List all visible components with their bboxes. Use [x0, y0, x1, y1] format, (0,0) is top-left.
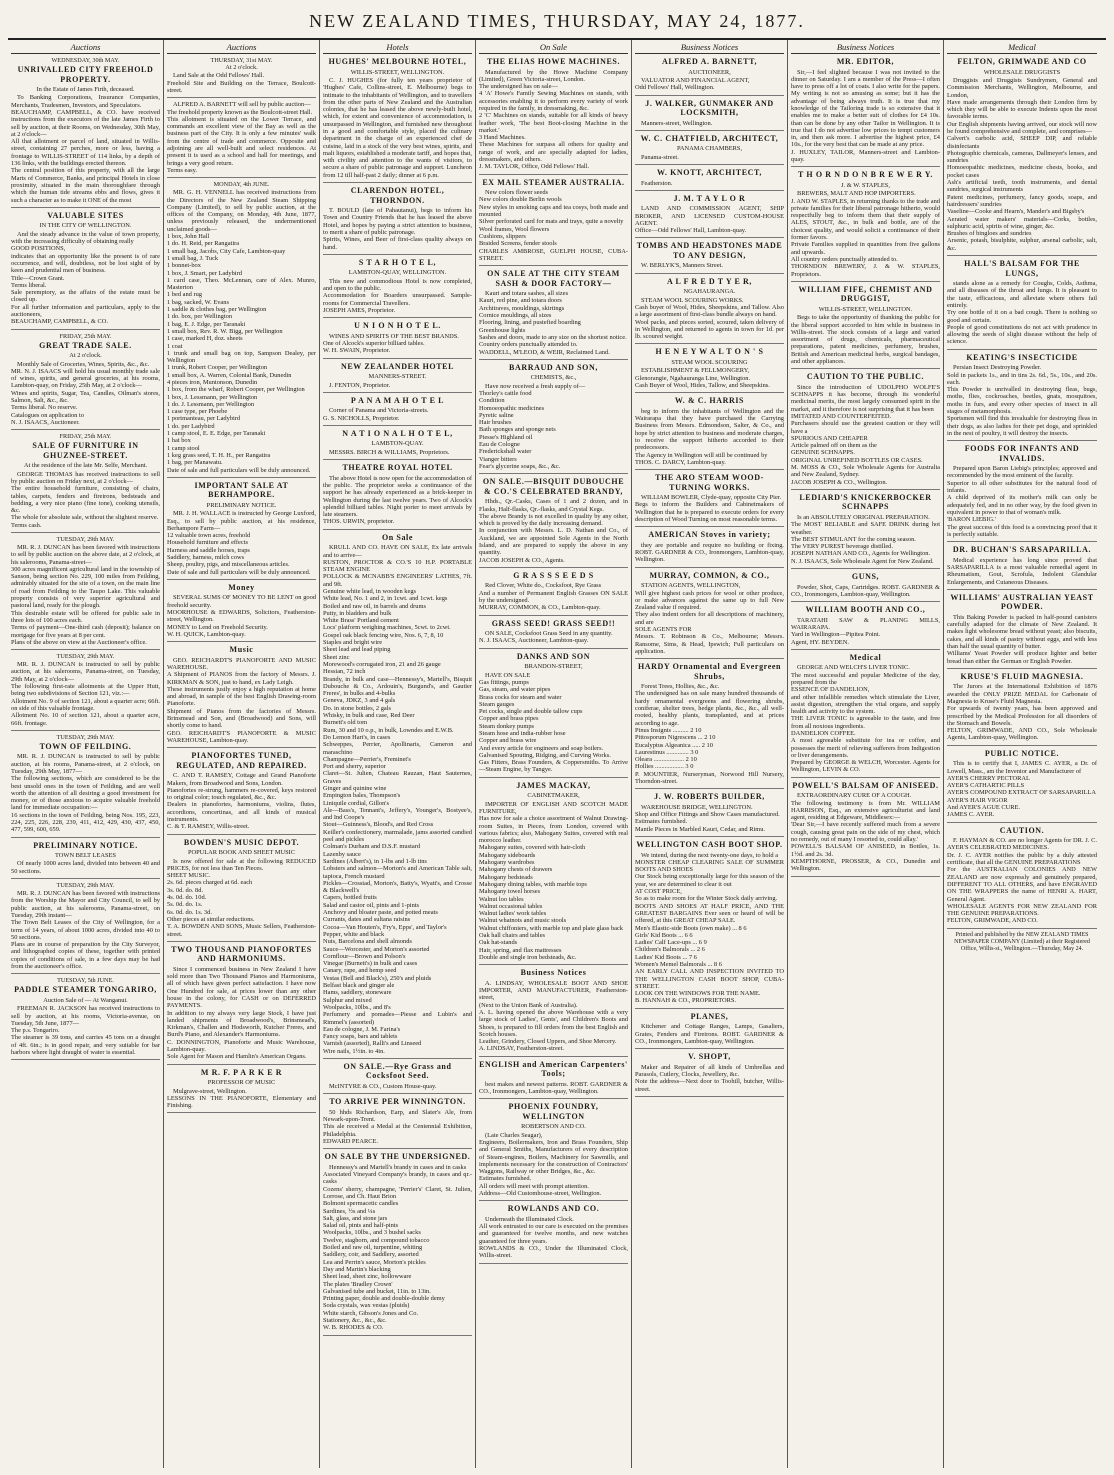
ad-subtitle: NGAHAURANGA. [683, 288, 736, 296]
ad-title: HUGHES' MELBOURNE HOTEL, [328, 57, 467, 66]
ad-body: MR. J. H. WALLACE is instructed by George Luxford, Esq., to sell by public auction, at his residence, Berhampore Farm— 12 valuable town acres, freehold Household furniture and effects Harness and saddle horses, traps Saddlery, harness, milch cows Sheep, poultry, pigs, and miscellaneous articles. Date of sale and full particulars will be duly announced. [167, 510, 316, 576]
ad-body: (Late Charles Seagar), Engineers, Boilermakers, Iron and Brass Founders, Ship and General Smiths, Manufacturers of every description of Steam-engines, Boilers, Machinery for Sawmills, and implements necessary for the construction of Contractors' Waggons, Railway or other Bridges, &c., &c. Estimates furnished. All orders will meet with prompt attention. Address—Old Customhouse-street, Wellington. [479, 1131, 628, 1198]
ad-body: GEORGE AND WELCH'S LIVER TONIC. The most successful and popular Medicine of the day, prepared from the ESSENCE OF DANDELION, and other infallible remedies which stimulate the Liver, assist digestion, strengthen the vital organs, and supply health and activity to the system. THE LIVER TONIC is agreeable to the taste, and free from all noxious ingredients. DANDELION COFFEE. A most agreeable substitute for tea or coffee, and possesses the merit of relieving sufferers from Indigestion or liver derangements. Prepared by GEORGE & WELCH, Worcester. Agents for Wellington, LEVIN & CO. [791, 664, 940, 774]
advertisement [11, 333, 160, 431]
advertisement [167, 645, 316, 748]
section-heading: Business Notices [791, 42, 940, 54]
advertisement [11, 211, 160, 330]
column-3 [320, 40, 476, 1468]
ad-title: CLARENDON HOTEL, THORNDON. [350, 186, 445, 205]
advertisement [791, 170, 940, 281]
advertisement [11, 57, 160, 208]
advertisement [635, 1052, 784, 1097]
ad-body: Since the introduction of UDOLPHO WOLFE'S SCHNAPPS it has become, through its wonderful medicinal merits, the most largely consumed spirit in the market, and it therefore is not surprising that it has been IMITATED AND COUNTERFEITED. Purchasers should use the greatest caution or they will have a SPURIOUS AND CHEAPER Article palmed off on them as the GENUINE SCHNAPPS. ORIGINAL UNREFINED BOTTLES OR CASES. M. MOSS & CO., Sole Wholesale Agents for Australia and New Zealand, Sydney. JACOB JOSEPH & CO., Wellington. [791, 383, 940, 486]
advertisement [323, 463, 472, 530]
ad-subtitle: PANAMA CHAMBERS, [676, 145, 743, 153]
ad-body: MR. R. J. DUNCAN is instructed to sell by public auction, at his salerooms, Panama-street, on Tuesday, 29th May, at 2 o'clock— The following first-rate allotments at the Upper Hutt, being two subdivisions of Section 121, viz.:— Allotment No. 9 of section 121, about a quarter acre; 66ft. on side of this valuable frontage. Allotment No. 10 of section 121, about a quarter acre, 66ft. frontage. [11, 661, 160, 727]
ad-date: TUESDAY, 29th MAY. [56, 733, 115, 741]
ad-title: ON SALE AT THE CITY STEAM SASH & DOOR FACTORY— [487, 269, 620, 288]
advertisement [479, 1204, 628, 1263]
ad-body: C. AND T. RAMSEY, Cottage and Grand Pianoforte Makers, from Broadwood and Sons, London. Pianofortes re-strung, hammers re-covered, keys restored to original color; touch regulated, &c., &c. Dealers in pianofortes, harmoniums, violins, flutes, accordions, concertinas, and all kinds of musical instruments. C. & T. RAMSEY, Willis-street. [167, 772, 316, 831]
advertisement [11, 882, 160, 974]
advertisement [323, 1062, 472, 1094]
ad-body: Medical experience has long since proved that SARSAPARILLA is a most valuable remedial agent in Rheumatism, Gout, Scrofula, Indolent Glandular Enlargements, and Cutaneous Diseases. [947, 556, 1097, 586]
ad-subtitle: WHOLESALE DRUGGISTS [983, 68, 1061, 76]
advertisement [479, 571, 628, 616]
ad-title: FELTON, GRIMWADE AND CO [957, 57, 1087, 66]
ad-body: Land Sale at the Odd Fellows' Hall. Freehold Site and Building on the Terrace, Boulcott-street. [167, 72, 316, 94]
column-5 [632, 40, 788, 1468]
ad-body: Since I commenced business in New Zealand I have sold more than Two Thousand Pianos and Harmoniums, all of which have given perfect satisfaction. I have now One Hundred for sale, at prices lower than any other house in the colony, for CASH or on DEFERRED PAYMENTS. In addition to my always very large Stock, I have just landed shipments of Broadwood's, Brinsmead's, Kirkman's, Challen and Hodsworth, Kutcher Freres, and Burd's Piano, and Alexander's Harmoniums. C. DONNINGTON, Pianoforte and Music Warehouse, Lambton-quay. Sole Agent for Mason and Hamlin's American Organs. [167, 965, 316, 1061]
ad-body: Manners-street, Wellington. [641, 119, 713, 127]
ad-title: WELLINGTON CASH BOOT SHOP. [636, 840, 783, 850]
ad-title: DR. BUCHAN'S SARSAPARILLA. [952, 545, 1092, 555]
ad-body: J. FENTON, Proprietor. [329, 381, 391, 389]
ad-title: IMPORTANT SALE AT BERHAMPORE. [194, 480, 289, 500]
advertisement [635, 99, 784, 131]
ad-date: TUESDAY, 5th JUNE. [57, 977, 114, 985]
ad-subtitle: At 2 o'clock. [69, 352, 102, 360]
ad-title: P A N A M A H O T E L [350, 395, 445, 405]
ad-title: WILLIAM BOOTH AND CO., [805, 605, 926, 615]
ad-title: MURRAY, COMMON, & CO., [649, 570, 770, 580]
column-2 [164, 40, 320, 1468]
column-7 [944, 40, 1100, 1468]
ad-body: GEORGE THOMAS has received instructions to sell by public auction on Friday next, at 2 o'clock— The entire household furniture, consisting of chairs, tables, carpets, fenders and fireirons, bedsteads and bedding, a very nice piano (fine tone), cooking utensils, &c. The whole for absolute sale, without the slightest reserve. Terms cash. [11, 470, 160, 529]
advertisement [11, 536, 160, 650]
ad-date: MONDAY, 4th JUNE. [213, 181, 270, 189]
column-6 [788, 40, 944, 1468]
ad-subtitle: PROFESSOR OF MUSIC [207, 1079, 276, 1087]
section-heading: Auctions [167, 42, 316, 54]
ad-title: BOWDEN'S MUSIC DEPOT. [183, 837, 300, 847]
ad-title: M R. F. P A R K E R [200, 1067, 283, 1077]
ad-body: And the steady advance in the value of town property, with the increasing difficulty of obtaining really GOOD POSITIONS, indicates that an opportunity like the present is of rare occurrence, and will, doubtless, not be lost sight of by keen and prudential men of business. Title—Crown Grant. Terms liberal. Sale peremptory, as the affairs of the estate must be closed up. For all further information and particulars, apply to the auctioneers, BEAUCHAMP, CAMPBELL, & CO. [11, 230, 160, 326]
ad-title: U N I O N H O T E L. [354, 321, 441, 331]
ad-title: H E N E Y W A L T O N ' S [655, 347, 764, 357]
ad-body: This new and commodious Hotel is now completed, and open to the public. Accommodation for Boarders unsurpassed. Sample-rooms for Commercial Travellers. JOSEPH AMES, Proprietor. [323, 277, 472, 314]
ad-title: DANKS AND SON [516, 651, 591, 661]
ad-title: G R A S S S E E D S [513, 570, 594, 580]
ad-subtitle: Auction Sale of — At Wanganui. [43, 996, 128, 1004]
advertisement [947, 444, 1097, 542]
column-1 [8, 40, 164, 1468]
advertisement [947, 593, 1097, 669]
ad-title: EX MAIL STEAMER AUSTRALIA. [482, 177, 625, 187]
ad-subtitle: LAMBTON-QUAY. [371, 440, 424, 448]
ad-body: Is now offered for sale at the following REDUCED PRICES, for not less than Ten Pieces. SHEET MUSIC. 2s. 6d. pieces charged at 6d. each 3s. 0d. do. 8d. 4s. 0d. do. 10d. 5s. 0d. do. 1s. 6s. 0d. do. 1s. 3d. Other pieces at similar reductions. T. A. BOWDEN AND SONS, Music Sellers, Featherston-street. [167, 857, 316, 938]
ad-title: V. SHOPT, [688, 1052, 731, 1062]
ad-body: EXTRAORDINARY CURE OF A COUGH. The following testimony is from Mr. WILLIAM HARRISON, Esq., an extensive agriculturist and land agent, residing at Edgeware, Middlesex:— 'Dear Sir,—I have recently suffered much from a severe cough, causing great pain on the side of my chest, which no remedy, out of many I resorted to, could allay.' POWELL'S BALSAM OF ANISEED, in Bottles, 1s. 1½d. and 2s. 3d. KEMPTHORNE, PROSSER, & CO., Dunedin and Wellington. [791, 792, 940, 873]
advertisement [791, 493, 940, 569]
advertisement [11, 841, 160, 880]
advertisement [479, 363, 628, 474]
advertisement [479, 619, 628, 649]
advertisement [167, 838, 316, 942]
ad-title: PHOENIX FOUNDRY, WELLINGTON [508, 1102, 599, 1121]
ad-body: MESSRS. BIRCH & WILLIAMS, Proprietors. [329, 448, 450, 456]
advertisement [635, 241, 784, 273]
advertisement [167, 945, 316, 1065]
ad-title: GRASS SEED! GRASS SEED!! [491, 618, 616, 628]
section-heading: Hotels [323, 42, 472, 54]
advertisement [479, 57, 628, 175]
advertisement [323, 321, 472, 358]
ad-title: WILLIAMS' AUSTRALIAN YEAST POWDER. [950, 592, 1094, 612]
ad-body: 50 hhds Richardson, Earp, and Slater's Ale, from Newark-upon-Trent. This ale received a Medal at the Centennial Exhibition, Philadelphia. EDWARD PEARCE. [323, 1108, 472, 1145]
ad-title: ENGLISH and American Carpenters' Tools; [479, 1059, 628, 1079]
advertisement [167, 1068, 316, 1114]
advertisement [947, 672, 1097, 746]
advertisement [947, 57, 1097, 256]
ad-body: Is an ABSOLUTELY ORIGINAL PREPARATION. The MOST RELIABLE and SAFE DRINK during hot weather. The BEST STIMULANT for the coming season. The VERY PUREST beverage distilled. JOSEPH NATHAN AND CO., Agents for Wellington. N. J. ISAACS, Sole Wholesale Agent for New Zealand. [791, 513, 940, 565]
advertisement [167, 481, 316, 580]
ad-title: N A T I O N A L H O T E L, [342, 428, 453, 438]
ad-title: PUBLIC NOTICE. [984, 748, 1060, 758]
advertisement [11, 433, 160, 533]
ad-body: best makes and newest patterns. ROBT. GARDNER & CO., Ironmongers, Lambton-quay, Wellington. [479, 1080, 628, 1095]
section-heading: Business Notices [635, 42, 784, 54]
ad-title: ROWLANDS AND CO. [507, 1204, 600, 1214]
ad-title: Music [229, 645, 254, 655]
ad-body: beg to inform the inhabitants of Wellington and the Wairarapa that they have purchased the Carrying Business from Messrs. Edmondson, Salter, & Co., and hope by strict attention to business and moderate charges, to receive the support hitherto accorded to their predecessors. The Agency in Wellington will still be continued by THOS. C. DARCY, Lambton-quay. [635, 407, 784, 466]
advertisement [323, 186, 472, 255]
ad-title: T H O R N D O N B R E W E R Y. [798, 170, 933, 180]
ad-title: THEATRE ROYAL HOTEL [342, 463, 453, 473]
ad-body: This Baking Powder is packed in half-pound canisters carefully adapted for the climate of New Zealand. It makes light wholesome bread without yeast; also biscuits, cakes, and all kinds of pastry without eggs, and with less than half the usual quantity of butter. Williams' Yeast Powder will produce lighter and better bread than either the German or English Powder. [947, 613, 1097, 665]
ad-body: Kauri and totara sashes, all sizes Kauri, red pine, and totara doors Architraves, mouldings, skirtings Cornice mouldings, all sizes Flooring, lining, and pustefied boarding Greenhouse lights Sashes and doors, made to any size on the shortest notice. Country orders punctually attended to. WADDELL, M'LEOD, & WEIR, Reclaimed Land. [479, 290, 627, 356]
ad-title: PRELIMINARY NOTICE. [33, 840, 138, 850]
ad-body: STATION AGENTS, WELLINGTON, Will give highest cash prices for wool or other produce, or make advances against the same up to full New Zealand value if required. They also indent orders for all descriptions of machinery, and are SOLE AGENTS FOR Messrs. T. Robinson & Co., Melbourne; Messrs. Ransome, Sims, & Head, Ipswich; Full particulars on application. [635, 582, 784, 655]
ad-title: KEATING'S INSECTICIDE [966, 352, 1078, 362]
ad-body: This is to certify that I, JAMES C. AYER, a Dr. of Lowell, Mass., am the Inventor and Manufacturer of AYER'S CHERRY PECTORAL AYER'S CATHARTIC PILLS AYER'S COMPOUND EXTRACT OF SARSAPARILLA AYER'S HAIR VIGOR And AYER'S AGUE CURE. JAMES C. AYER. [947, 760, 1097, 819]
ad-body: Underneath the Illuminated Clock. All work entrusted to our care is executed on the premises and guaranteed for twelve months, and new watches guaranteed for three years. ROWLANDS & CO., Under the Illuminated Clock, Willis-street. [479, 1215, 628, 1260]
ad-body: SEVERAL SUMS OF MONEY TO BE LENT on good freehold security. MOORHOUSE & EDWARDS, Solicitors, Featherston-street, Wellington. MONEY to Lend on Freehold Security. W. H. QUICK, Lambton-quay. [167, 594, 316, 638]
advertisement [947, 749, 1097, 823]
ad-body: W. BERLYK'S, Manners Street. [641, 262, 723, 270]
ad-body: McINTYRE & CO., Custom House-quay. [329, 1082, 437, 1090]
ad-body: Corner of Panama and Victoria-streets. G. S. NICHOLLS, Proprietor. [323, 407, 429, 422]
ad-title: TOWN OF FEILDING. [39, 741, 132, 751]
advertisement [11, 653, 160, 731]
advertisement [947, 545, 1097, 590]
ad-title: HARDY Ornamental and Evergreen Shrubs, [637, 662, 782, 681]
ad-body: Mulgrave-street, Wellington. LESSONS IN THE PIANOFORTE, Elementary and Finishing. [167, 1087, 316, 1110]
ad-title: Medical [849, 652, 882, 662]
advertisement [167, 101, 316, 178]
ad-body: Manufactured by the Howe Machine Company (Limited), Green Victoria-street, London. The undersigned has on sale— 4 'A' Howe's Family Sewing Machines on stands, with accessories enabling it to perform every variety of work required in the family, in dressmaking, &c. 2 'C' Machines on stands, suitable for all kinds of heavy leather work, 'The best Boot-closing Machine in the market.' 3 Hand Machines. These Machines for surpass all others for quality and range of work, and are specially adapted for ladies, dressmakers, and others. J. M. TAYLOR, Office, Odd Fellows' Hall. [479, 68, 628, 171]
ad-title: TOMBS AND HEADSTONES MADE TO ANY DESIGN, [636, 241, 783, 260]
advertisement [479, 968, 628, 1056]
advertisement [791, 372, 940, 490]
ad-title: W. C. CHATFIELD, ARCHITECT, [640, 133, 779, 143]
ad-subtitle: POPULAR BOOK AND SHEET MUSIC [187, 849, 296, 857]
ad-title: S T A R H O T E L, [358, 257, 437, 267]
advertisement [635, 530, 784, 567]
ad-title: J. WALKER, GUNMAKER AND LOCKSMITH, [645, 98, 774, 117]
ad-body: Begs to take the opportunity of thanking the public for the liberal support accorded to him while in business in Willis-street. The stock consists of a large and varied assortment of drugs, chemicals, pharmaceutical preparations, patent medicines, perfumery, brushes, British and American medicinal herbs, surgical bandages, and other appliances. [791, 314, 940, 366]
ad-body: Hennessy's and Martell's brandy in cases and in casks Associated Vineyard Company's brandy, in cases and qr.-casks Cozens' sherry, champagne, 'Perrier's' Claret, St. Julien, Lorrose, and Ch. Haut Brion Bolmont spermacetic candles Sardines, ½s and ¼s Salt, glass, and stone jars Salad oil, pints and half-pints Woolpacks, 10lbs., and 3 bushel sacks Twelve, staghorn, and compound tobacco Boiled and raw oil, turpentine, whiting Saddlery, coir, and Saddlery, assorted Lea and Perrin's sauce, Morton's pickles Day and Martin's blacking Sheet lead, sheet zinc, hollowware The plates 'Bradley Crown' Galvanised tube and bucket, 11in. to 13in. Printing paper, double and double-double demy Soda crystals, wax vestas (pluids) White starch, Gibson's Jones and Co. Stationery, &c., &c., &c. W. B. RHODES & CO. [323, 1163, 472, 1332]
advertisement [947, 259, 1097, 350]
advertisement [635, 347, 784, 393]
advertisement [479, 178, 628, 266]
advertisement [791, 57, 940, 167]
ad-body: To Banking Corporations, Insurance Companies, Merchants, Tradesmen, Investors, and Speculators. BEAUCHAMP, CAMPBELL, & CO. have received instructions from the executors of the late James Firth to sell by auction, at their Rooms, on Wednesday, 30th May, at 2 o'clock— All that allotment or parcel of land, situated in Willis-street, containing 27 perches, more or less, having a frontage to WILLIS-STREET of 114 links, by a depth of 136 links, with the buildings erected thereon. The central position of this property, with all the large Marts of Commerce, Banks, and principal Hotels in close proximity, situated in the main thoroughfare through which the human tide streams ebbs and flows, gives it such a character as to make it ONE of the most [11, 94, 160, 204]
ad-subtitle: WILLIS-STREET, WELLINGTON. [350, 68, 445, 76]
ad-body: WINES AND SPIRITS OF THE BEST BRANDS. One of Alcock's superior billiard tables. W. H. SWAIN, Proprietor. [323, 332, 459, 355]
ad-title: FOODS FOR INFANTS AND INVALIDS. [964, 444, 1080, 463]
advertisement [479, 1102, 628, 1201]
ad-title: CAUTION. [999, 825, 1045, 835]
advertisement [635, 473, 784, 527]
ad-subtitle: STEAM WOOL SCOURING [671, 358, 748, 366]
ad-title: UNRIVALLED CITY FREEHOLD PROPERTY. [17, 65, 154, 84]
advertisement [635, 134, 784, 165]
ad-title: JAMES MACKAY, [516, 780, 591, 790]
ad-title: J. M. T A Y L O R [673, 193, 746, 203]
ad-body: MR. R. J. DUNCAN has been favored with instructions from the Worship the Mayor and City Council, to sell by public auction, at his salerooms, Panama-street, on Tuesday, 29th instant— The Town Belt Leases of the City of Wellington, for a term of 14 years, of about 1000 acres, divided into 40 to 50 sections. Plans are in course of preparation by the City Surveyor, and lithographed copies of these, together with printed copies of conditions of sale, in a few days may be had from the auctioneer's office. [11, 890, 160, 971]
advertisement [635, 277, 784, 345]
ad-body: Prepared upon Baron Liebig's principles; approved and recommended by the most eminent of the faculty. Superior to all other substitutes for the natural food of infants. A child deprived of its mother's milk can only be adequately fed, and in no other way, by the food given in equivalent in power to that of woman's milk. 'BARON LIEBIG.' The great success of this food is a convincing proof that it is perfectly suitable. [947, 465, 1097, 538]
ad-body: F. HAYMAN & CO. are no longer Agents for DR. J. C. AYER'S CELEBRATED MEDICINES. Dr. J. C. AYER notifies the public by a duly attested certificate, that all the GENUINE PREPARATIONS For the AUSTRALIAN COLONIES AND NEW ZEALAND are now expressly and genuinely prepared, DIFFERENT TO ALL OTHERS, and have ENGRAVED ON THE WRAPPERS the name of HENRI A. HART, General Agent. WHOLESALE AGENTS FOR NEW ZEALAND FOR THE GENUINE PREPARATIONS. FELTON, GRIMWADE, AND CO. [947, 837, 1097, 925]
ad-subtitle: J. & W. STAPLES, [841, 181, 890, 189]
ad-title: CAUTION TO THE PUBLIC. [806, 372, 925, 382]
ad-title: NEW ZEALANDER HOTEL [340, 361, 455, 371]
ad-body: TARATAHI SAW & PLANING MILLS, WAIRARAPA. Yard in Wellington—Pipitea Point. Agent, HY. BEYDEN. [791, 616, 940, 646]
ad-body: Monthly Sale of Groceries, Wines, Spirits, &c., &c. MR. N. J. ISAACS will hold his usual monthly trade sale of wines, spirits, and general groceries, at his rooms, Lambton-quay, on Friday, 25th May, at 2 o'clock— Wines and spirits, Sugar, Tea, Candles, Oilman's stores, Salmon, Salt, &c., &c. Terms liberal. No reserve. Catalogues on application to N. J. ISAACS, Auctioneer. [11, 360, 160, 426]
columns [8, 40, 1106, 1468]
advertisement [323, 1097, 472, 1149]
advertisement [947, 353, 1097, 441]
ad-body: STEAM WOOL SCOURING WORKS. Cash buyer of Wool, Hides, Sheepskins, and Tallow. Also a large assortment of first-class bundle always on hand. Wool packs, and pieces sorted, scoured, taken delivery of in Wellington, and returned to agents in town for 1d. per lb. scoured weight. [635, 296, 784, 341]
ad-body: T. BOULD (late of Pahautanui), begs to inform his Town and Country Friends that he has leased the above Hotel, and hopes by paying a strict attention to business, to merit a share of public patronage. Spirits, Wines, and Beer of first-class quality always on hand. [323, 207, 472, 251]
ad-subtitle: MANNERS-STREET. [368, 373, 427, 381]
section-heading: Medical [947, 42, 1097, 54]
ad-subtitle: ROBERTSON AND CO. [521, 1123, 586, 1131]
advertisement [791, 653, 940, 778]
ad-subtitle: PRELIMINARY NOTICE. [206, 501, 277, 509]
ad-title: W. KNOTT, ARCHITECT, [657, 168, 762, 177]
ad-date: TUESDAY, 29th MAY. [56, 882, 115, 890]
imprint-footer: Printed and published by the NEW ZEALAND TIMES NEWSPAPER COMPANY (Limited) at their Registered Office, Willis-st., Wellington.—Thursday, May 24. [954, 931, 1090, 952]
ad-title: SALE OF FURNITURE IN GHUZNEE-STREET. [32, 441, 139, 460]
section-heading: On Sale [479, 42, 628, 54]
ad-body: Featherston. [641, 179, 673, 187]
ad-body: New colors flower seeds New colors double Berlin wools New styles in smoking caps and tea cosys, both made and mounted Silver perforated card for mats and trays, quite a novelty Wool frames, Wool flowers Cushions, slippers Braided Screens, fender stools CHARLES AMBROSE, GUELPH HOUSE, CUBA-STREET. [479, 189, 628, 262]
advertisement [323, 258, 472, 318]
advertisement [167, 181, 316, 478]
ad-title: TWO THOUSAND PIANOFORTES AND HARMONIUMS. [171, 944, 312, 964]
ad-title: KRUSE'S FLUID MAGNESIA. [960, 671, 1084, 681]
ad-body: MR. R. J. DUNCAN is instructed to sell by public auction, at his rooms, Panama-street, at 2 o'clock, on Tuesday, 29th May, 1877— The following sections, which are considered to be the best unsold ones in the town of Feilding, and are well worth the attention of all desiring a good investment for money, or of those anxious to acquire valuable freehold land for immediate occupation:— 16 sections in the town of Feilding, being Nos. 195, 223, 224, 225, 226, 228, 239, 411, 412, 429, 430, 437, 450, 477, 599, 600, 659. [11, 753, 160, 834]
ad-subtitle: TOWN BELT LEASES [55, 852, 116, 860]
ad-title: PIANOFORTES TUNED, REGULATED, AND REPAIRED. [176, 751, 307, 770]
ad-body: stands alone as a remedy for Coughs, Colds, Asthma, and all diseases of the throat and lungs. It is pleasant to the taste, efficacious, and alleviate where others fail entirely. Try one bottle of it on a bad cough. There is nothing so good and certain. People of good constitutions do not act with prudence in allowing the seeds of slight disease without the help of science. [947, 280, 1097, 346]
ad-body: MR. R. J. DUNCAN has been favored with instructions to sell by public auction on the above date, at 2 o'clock, at his salerooms, Panama-street— 300 acres magnificent agricultural land in the township of Sanson, being section No. 229, 100 miles from Feilding, admirably situated for the site of a town, on the main line of road from Feilding to the Taupo Lake. This valuable property consists of very superior agricultural and pastoral land, ready for the plough. This desirable estate will be offered for public sale in three lots of 100 acres each. Terms of payment—One-third cash (deposit); balance on mortgage for five years at 8 per cent. Plans of the above on view at the Auctioneer's office. [11, 543, 160, 646]
advertisement [479, 477, 628, 568]
ad-body: We intend, during the next twenty-one days, to hold a MONSTER CHEAP CLEARING SALE OF SUMMER BOOTS AND SHOES Our Stock being exceptionally large for this season of the year, we are determined to clear it out AT COST PRICE, So as to make room for the Winter Stock daily arriving. BOOTS AND SHOES AT HALF PRICE, AND THE GREATEST BARGAINS Ever seen or heard of will be offered, at this GREAT CHEAP SALE. Men's Elastic-side Boots (own make) ... 8 6 Girls' Kid Boots ... 6 6 Ladies' Calf Lace-ups ... 6 9 Children's Balmorals ... 2 6 Ladies' Kid Boots ... 7 6 Women's Memel Balmorals ... 8 6 AN EARLY CALL AND INSPECTION INVITED TO THE WELLINGTON CASH BOOT SHOP, CUBA-STREET. LOOK ON THE WINDOWS FOR THE NAME. B. HANNAH & CO., PROPRIETORS. [635, 851, 784, 1005]
ad-body: Sir,—I feel slighted because I was not invited to the dinner on Saturday. I am a member of the Press—I often have to press off a lot of coats. I also write for the papers. My writing is not so amusing as some; but it has the advantage of being always truth. It is true that my knowledge of the Tailoring trade is so extensive that it enables me to make a better suit of clothes for £4 10s. than can be done by any other Tailor in Wellington. It is true that I do not advertise low prices to tempt customers in, and then ask more. I advertise the highest price, £4 10s., for the very best that can be made at any price. J. HUXLEY, TAILOR, Manners-street and Lambton-quay. [791, 68, 940, 164]
ad-body: Kitchener and Cottage Ranges, Lamps, Gasaliers, Grates, Fenders and Fireirons. ROBT. GARDNER & CO., Ironmongers, Lambton-quay, Wellington. [635, 1023, 784, 1045]
advertisement [11, 977, 160, 1060]
advertisement [635, 168, 784, 191]
advertisement [323, 57, 472, 183]
ad-title: Business Notices [520, 968, 587, 978]
ad-title: MR. EDITOR, [836, 57, 895, 66]
advertisement [167, 57, 316, 98]
ad-title: ALFRED A. BARNETT, [661, 57, 758, 66]
ad-title: VALUABLE SITES [47, 210, 124, 220]
advertisement [635, 1012, 784, 1049]
ad-body: IMPORTER OF ENGLISH AND SCOTCH MADE FURNITURE, Has now for sale a choice assortment of Walnut Drawing-room Suites, in Pieces, from London, covered with various fabrics; also, Mahogany Suites, covered with real morocco leather. Mahogany suites, covered with hair-cloth Mahogany sideboards Mahogany wardrobes Mahogany chests of drawers Mahogany bedsteads Mahogany dining tables, with marble tops Mahogany towel horses Walnut loo tables Walnut occasional tables Walnut ladies' work tables Walnut whatnots and music stools Walnut chiffoniers, with marble top and plate glass back Oak hall chairs and tables Oak hat-stands Hair, spring, and flax mattresses Double and single iron bedsteads, &c. [479, 800, 628, 961]
advertisement [791, 572, 940, 602]
ad-body: Hhds., Qr.-Casks, Cases of 1 and 2 dozen, and in Flasks, Half-flasks, Qr.-flasks, and Crystal Kegs. The above Brandy is not excelled in quality by any other, which is proved by the daily increasing demand. In conjunction with Messrs. L. D. Nathan and Co., of Auckland, we are appointed Sole Agents in the North Island, and are prepared to supply the above in any quantity. JACOB JOSEPH & CO., Agents. [479, 498, 628, 564]
advertisement [323, 429, 472, 460]
ad-title: HALL'S BALSAM FOR THE LUNGS, [964, 259, 1080, 278]
ad-body: Of nearly 1000 acres land, divided into between 40 and 50 sections. [11, 860, 160, 875]
ad-subtitle: WILLIS-STREET, WELLINGTON. [818, 305, 913, 313]
ad-body: C. J. HUGHES (for fully ten years proprietor of 'Hughes' Cafe, Collins-street, E. Melbourne) begs to intimate to the inhabitants of Wellington, and to travellers from the other parts of New Zealand and the Australian colonies, that he has leased the above newly-built hotel, which, for extent and convenience of accommodation, is unsurpassed in Wellington, and furnished new throughout in a good and comfortable style, placed the culinary department in the charge of an experienced chef de cuisine, laid in a stock of the very best wines, spirits, and malt liquors, established a moderate tariff, and hopes that, with civility and attention to the wants of visitors, to secure a share of public patronage and support. Luncheon from 12 till half-past 2 daily; dinner at 6 p.m. [323, 76, 472, 179]
ad-subtitle: LAMBTON-QUAY, WELLINGTON. [348, 269, 447, 277]
advertisement [479, 269, 628, 360]
advertisement [635, 662, 784, 789]
ad-body: WAREHOUSE BRIDGE, WELLINGTON. Shop and Office Fittings and Show Cases manufactured. Estimates furnished. Mantle Pieces in Marbled Kauri, Cedar, and Rimu. [635, 803, 780, 833]
ad-body: LAND AND COMMISSION AGENT, SHIP BROKER, AND LICENSED CUSTOM-HOUSE AGENT. Office—Odd Fellows' Hall, Lambton-quay. [635, 205, 784, 235]
ad-title: PLANES, [690, 1011, 729, 1021]
ad-date: TUESDAY, 29th MAY. [56, 535, 115, 543]
ad-subtitle: BRANDON-STREET, [524, 663, 583, 671]
ad-title: ON SALE BY THE UNDERSIGNED. [324, 1152, 471, 1162]
ad-title: THE ARO STEAM WOOD-TURNING WORKS. [655, 473, 764, 492]
ad-body: KRULL AND CO. HAVE ON SALE, Ex late arrivals and to arrive— RUSTON, PROCTOR & CO.'S 10 H.P. PORTABLE STEAM ENGINE POLLOCK & MCNABB'S ENGINEERS' LATHES, 7ft. and 9ft. Genuine white lead, in wooden kegs White lead, No. 1 and 2, in 1cwt. and 1cwt. kegs Boiled and raw oil, in barrels and drums Putty, in bladders and bulk White Brass' Portland cement Locs' platform weighing machines, 5cwt. to 2cwt. Gospel oak black fencing wire, Nos. 6, 7, 8, 10 Staples and bright wire Sheet lead and lead piping Sheet zinc Morewood's corrugated iron, 21 and 26 gauge Hessian, 72 inch Brandy, in bulk and case—Hennessy's, Martell's, Bisquit Dubouche & Co., Ardouin's, Burgund's, and Gautier Freres', in bulks and 4-bulks Geneva, JDKZ, 3 and 4 gals Do. in stone bottles, 2 gals Whisky, in bulk and case, Red Deer Burnett's old tom Rum, 30 and 10 o.p., in bulk, Lowndes and E.W.B. Do Lemon Hart's, in cases Schweppes, Perrier, Apollinaris, Cameron and maraschino Champagne—Perrier's, Freminet's Port and sherry, superior Claret—St. Julien, Chateau Rauzan, Haut Sauternes, Graves Ginger and quinine wine Empington bales, Thompson's Liniquile cordial, Gillon's Ale—Bass's, Tennant's, Jeffery's, Younger's, Bostyee's, and Ind Coope's Stout—Guinness's, Blood's, and Red Cross Keiller's confectionery, marmalade, jams assorted candied peel and pickles Colman's Durham and D.S.F. mustard Lazenby sauce Sardines (Albert's), in 1-lbs and 1-lb tins Lobsters and salmon—Morton's and American Table salt, tapioca, French mustard Pickles—Crosstad, Morton's, Batty's, Wyatt's, and Crosse & Blackwell's Capers, bottled fruits Salad and castor oil, pints and 1-pints Anchovy and bloater paste, and potted meats Currants, dates and sultana raisins Cocoa—Van Houten's, Fry's, Epps', and Taylor's Pepper, white and black Nuts, Barcelona and shell almonds Sauce—Worcester, and Morton's assorted Cornflour—Brown and Polson's Vinegar (Burnett's) in bulk and cases Canary, rape, and hemp seed Vestas (Bell and Black's), 250's and pluids Belfast black and ginger ale Hams, saddlery, stoneware Sulphur and mixed Woolpacks, 10lbs., and 8's Perfumery and pomades—Piesse and Lubin's and Rimmel's (assorted) Eau de cologne, J. M. Farina's Fancy soaps, bars and tablets Varnish (assorted), Ralli's and Linseed Wire nails, 1½in. to 4in. [323, 544, 472, 1055]
ad-date: THURSDAY, 31st MAY. [210, 57, 273, 64]
ad-title: THE ELIAS HOWE MACHINES. [486, 57, 621, 66]
advertisement [791, 781, 940, 877]
advertisement [635, 792, 784, 837]
ad-body: Druggists and Druggists Sundrymen, General and Commission Merchants, Wellington, Melbourne, and London, Have made arrangements through their London firm by which they will be able to execute Indents upon the most favorable terms. Our English shipments having arrived, our stock will now be found comprehensive and complete, and comprises— Calvert's carbolic acid, SHEEP DIP, and reliable disinfectants Photographic chemicals, cameras, Dallmeyer's lenses, and sundries Homoeopathic medicines, medicine chests, books, and pocket cases Ash's artificial teeth, tooth instruments, and dental sundries, surgical instruments Patent medicines, perfumery, fancy goods, soaps, and hairdressers' sundries Vaseline—Cooke and Hearn's, Mander's and Bigsby's Aerated water makers' materials—Corks, bottles, sulphuric acid, spirits of wine, ginger, &c. Brushes of bingloes and sundries Arsenic, potash, bisulphite, sulphur, arsenal carbolic, salt, &c. [947, 76, 1097, 252]
ad-date: FRIDAY, 25th MAY. [59, 332, 112, 340]
ad-subtitle: IN THE CITY OF WELLINGTON. [39, 222, 132, 230]
ad-body: Maker and Repairer of all kinds of Umbrellas and Parasols, Cutlery, Clocks, Jewellery, &c. Note the address—Next door to Toohill, butcher, Willis-street. [635, 1063, 784, 1093]
ad-body: they are portable and require no building or fixing. ROBT. GARDNER & CO., Ironmongers, Lambton-quay, Wellington. [635, 541, 784, 564]
ad-body: ALFRED A. BARNETT will sell by public auction— The freehold property known as the Boulcott-street Hall. This allotment is situated on the Lower Terrace, and commands an excellent view of the Bay as well as the business part of the City. It is only a few minutes' walk from the centre of trade and commerce. Opposite and adjoining are all well-built and select residences. At present it is used as a school and hall for meetings, and brings a very good return. Terms easy. [167, 101, 316, 174]
advertisement [323, 1152, 472, 1335]
ad-subtitle: At the residence of the late Mr. Selfe, Merchant. [23, 462, 148, 470]
ad-title: POWELL'S BALSAM OF ANISEED. [792, 780, 939, 790]
ad-title: W. & C. HARRIS [674, 396, 745, 406]
ad-title: TO ARRIVE PER WINNINGTON. [329, 1097, 466, 1107]
ad-title: Money [228, 582, 255, 592]
ad-body: Forest Trees, Hollies, &c., &c. The undersigned has on sale many hundred thousands of hardy ornamental evergreens and flowering shrubs, coniferae, shelter trees, hedge plants, &c., &c., all well-rooted, healthy plants, transplanted, and at prices according to age. Pinus Insignis .......... 2 10 Pittosporum Nigrescens ... 2 10 Eucalyptus Algeanica ..... 2 10 Laurestinus .............. 3 0 Oleara ................... 2 10 Hollies .................. 3 0 P. MOUNTIER, Nurseryman, Norwood Hill Nursery, Thorndon-street. [635, 683, 784, 786]
advertisement [11, 734, 160, 838]
ad-subtitle: In the Estate of James Firth, deceased. [36, 86, 135, 93]
ad-date: WEDNESDAY, 30th MAY. [51, 57, 120, 64]
ad-body: WILLIAM BOWLER, Clyde-quay, opposite City Pier. Begs to inform the Builders and Cabinetmakers of Wellington that he is prepared to execute orders for every description of Wood Turning on most reasonable terms. [635, 494, 784, 524]
ad-body: GEO. REICHARDT'S PIANOFORTE AND MUSIC WAREHOUSE. A Shipment of PIANOS from the factory of Messrs. J. KIRKMAN & SON, just to hand, ex Lady Leigh. These instruments justly enjoy a high reputation at home and abroad, in sample of the best English Drawing-room Pianoforte. Shipment of Pianos from the factories of Messrs. Brinsmead and Son, and (Broadwood) and Sons, will shortly come to hand. GEO. REICHARDT'S PIANOFORTE & MUSIC WAREHOUSE, Lambton-quay. [167, 656, 316, 744]
ad-body: A. LINDSAY, WHOLESALE BOOT AND SHOE IMPORTER, AND MANUFACTURER, Featherston-street, (Next to the Union Bank of Australia). A. L. having opened the above Warehouse with a very large stock of Ladies', Gents', and Children's Boots and Shoes, is prepared to fill orders from the best English and Scotch houses. Leather, Grindery, Closed Uppers, and Shoe Mercery. A. LINDSAY, Featherston-street. [479, 979, 628, 1053]
advertisement [479, 1060, 628, 1100]
ad-title: AMERICAN Stoves in variety; [648, 530, 771, 540]
ad-body: Powder, Shot, Caps, Cartridges. ROBT. GARDNER & CO., Ironmongers, Lambton-quay, Wellington. [791, 583, 940, 598]
advertisement [635, 194, 784, 239]
advertisement [791, 285, 940, 369]
advertisement [167, 583, 316, 642]
advertisement [323, 362, 472, 393]
ad-body: Persian Insect Destroying Powder. Sold in packets 1s., and in tins 2s. 6d., 5s., 10s., and 20s. each. This Powder is unrivalled in destroying fleas, bugs, moths, flies, cockroaches, beetles, gnats, mosquitoes, moths in furs, and every other species of insect in all stages of metamorphosis. Sportsmen will find this invaluable for destroying fleas in their dogs, as also ladies for their pet dogs, and sprinkled in the nest of poultry, it will destroy the insects. [947, 364, 1097, 437]
advertisement [791, 605, 940, 650]
ad-title: WILLIAM FIFE, CHEMIST AND DRUGGIST, [798, 284, 933, 304]
ad-date: TUESDAY, 29th MAY. [56, 653, 115, 661]
ad-title: GREAT TRADE SALE. [39, 340, 132, 350]
masthead: NEW ZEALAND TIMES, THURSDAY, MAY 24, 1877. [8, 6, 1106, 40]
advertisement [635, 396, 784, 470]
ad-body: ON SALE, Cocksfoot Grass Seed in any quantity. N. J. ISAACS, Auctioneer, Lambton-quay. [479, 630, 613, 645]
advertisement [323, 533, 472, 1059]
ad-body: VALUATOR AND FINANCIAL AGENT, Odd Fellows' Hall, Wellington. [635, 76, 750, 92]
ad-title: LEDIARD'S KNICKERBOCKER SCHNAPPS [799, 492, 932, 512]
ad-subtitle: AUCTIONEER, [688, 68, 731, 76]
ad-subtitle: CABINETMAKER, [527, 792, 580, 800]
section-heading: Auctions [11, 42, 160, 54]
advertisement [479, 652, 628, 778]
ad-title: On Sale [381, 532, 414, 542]
ad-title: GUNS, [851, 572, 880, 582]
advertisement [947, 826, 1097, 929]
ad-body: The above Hotel is now open for the accommodation of the public. The proprietor seeks a continuance of the support he has already experienced as a brick-keeper in Wellington during the last twelve years. Two of Alcock's splendid billiard tables. Night porter to meet arrivals by late steamers. THOS. URWIN, proprietor. [323, 474, 472, 526]
ad-body: BREWERS, MALT AND HOP IMPORTERS. J. AND W. STAPLES, in returning thanks to the trade and private families for their liberal patronage hitherto, would respectfully beg to inform them that their supply of ALES, STOUT, &c., in bulk and bottle, are of the choicest quality, and would solicit a continuance of their former favors. Private Families supplied in quantities from five gallons and upwards. All country orders punctually attended to. THORNDON BREWERY, J. & W. STAPLES, Proprietors. [791, 190, 940, 278]
ad-title: J. W. ROBERTS BUILDER, [654, 792, 765, 802]
ad-body: Have now received a fresh supply of— Thorley's cattle food Condition Homoeopathic medicines Pyretic saline Hair brushes Bath sponges and sponge nets Piesse's Highland oil Eau de Cologne Frederickshall water Vianger bitters Fear's glycerine soaps, &c., &c. [479, 382, 586, 470]
ad-title: BARRAUD AND SON, [509, 362, 598, 372]
advertisement [479, 781, 628, 965]
ad-subtitle: CHEMISTS, &c., [530, 374, 577, 382]
advertisement [635, 57, 784, 96]
advertisement [635, 571, 784, 659]
ad-subtitle: At 2 o'clock. [225, 64, 258, 71]
ad-body: HAVE ON SALE Gas fittings, pumps Gas, steam, and water pipes Brass cocks for steam and water Steam gauges Pet cocks, single and double tallow cups Copper and brass pipes Steam donkey pumps Steam hose and india-rubber hose Copper and brass wire And every article for engineers and soap boilers. Galvanised Spouting, Ridging, and Curving Works. Gas Fitters, Brass Founders, & Coppersmiths. To Arrive—Steam Engine, by Tangye. [479, 671, 628, 774]
column-4 [476, 40, 632, 1468]
ad-title: ON SALE.—Rye Grass and Cocksfoot Seed. [343, 1061, 452, 1081]
ad-date: FRIDAY, 25th MAY. [59, 433, 112, 441]
ad-title: PADDLE STEAMER TONGARIRO, [14, 985, 157, 995]
advertisement [167, 751, 316, 834]
advertisement [323, 396, 472, 426]
ad-body: ESTABLISHMENT & FELLMONGERY, Glenorangie, Ngahauranga Line, Wellington. Cash Buyer of Wool, Hides, Tallow, and Sheepskins. [635, 367, 770, 389]
ad-body: Panama-street. [641, 153, 679, 161]
ad-title: ON SALE.—BISQUIT DUBOUCHE & CO.'S CELEBRATED BRANDY, [482, 477, 625, 496]
ad-body: MR. G. H. VENNELL has received instructions from the Directors of the New Zealand Steam Shipping Company (Limited), to sell by public auction, at the offices of the Company, on Monday, 4th June, 1877, unless previously released, the undermentioned unclaimed goods— 1 box, John Hall 1 do. H. Reid, per Rangatira 1 small bag, Jacobs, City Cafe, Lambton-quay 1 small bag, J. Tuck 1 bonnet-box 1 box, J. Smart, per Ladybird 1 card case, Theo. McLennan, care of Alex. Munro, Masterton 1 bed and rug 1 bag, sacked, W. Evans 1 saddle & clothes bag, per Wellington 1 do. box, per Wellington 1 bag, E. J. Edge, per Taranaki 1 small box, Rev. R. W. Bigg, per Wellington 1 case, marked H, doz. sheets 1 coat 1 trunk and small bag on top, Sampson Dealey, per Wellington 1 trunk, Robert Cooper, per Wellington 1 small box, A. Warren, Colonial Bank, Dunedin 4 pieces iron, Muntonson, Dunedin 1 box, from the wharf, Robert Cooper, per Wellington 1 box, J. Lessmann, per Wellington 1 do. J. Lessmann, per Wellington 1 case type, per Phoebe 1 portmanteau, per Ladybird 1 do. per Ladybird 1 camp stool, E. E. Edge, per Taranaki 1 hat box 1 camp stool 1 keg grass seed, T. H. H., per Rangatira 1 bag, per Manawatu. Date of sale and full particulars will be duly announced. [167, 189, 316, 474]
ad-title: A L F R E D T Y E R, [666, 276, 753, 286]
advertisement [635, 840, 784, 1009]
ad-body: The Jurors at the International Exhibition of 1876 awarded the ONLY PRIZE MEDAL for Carbonate of Magnesia to Kruse's Fluid Magnesia. For upwards of twenty years, has been approved and prescribed by the Medical Profession for all disorders of the Stomach and Bowels. FELTON, GRIMWADE, AND CO., Sole Wholesale Agents, Lambton-quay, Wellington. [947, 683, 1097, 742]
ad-body: FREEMAN R. JACKSON has received instructions to sell by auction, at his rooms, Victoria-avenue, on Tuesday, 5th June, 1877— The p.s. Tongariro. The steamer is 39 tons, and carries 45 tons on a draught of 4ft. 6in.; is in good repair, and very suitable for bar harbors where light draught of water is essential. [11, 1005, 160, 1057]
ad-body: Red Clover, White do., Cocksfoot, Rye Grass And a number of Permanent English Grasses ON SALE by the undersigned. MURRAY, COMMON, & CO., Lambton-quay. [479, 582, 628, 612]
